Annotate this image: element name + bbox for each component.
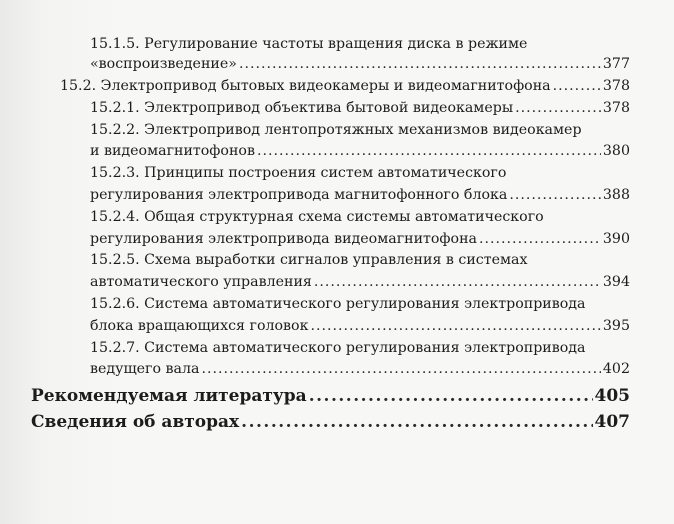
toc-entry-authors[interactable] — [31, 410, 630, 434]
leader-dots — [309, 384, 593, 408]
leader-dots — [239, 54, 601, 74]
toc-page-number: 378 — [602, 78, 630, 94]
leader-dots — [257, 141, 601, 161]
toc-page-number: 380 — [602, 143, 630, 159]
leader-dots — [553, 76, 601, 96]
toc-entry-15-2-7-line1: 15.2.7. Система автоматического регулирования электропривода — [90, 340, 586, 356]
toc-entry-label: 15.2.1. Электропривод объектива бытовой видеокамеры — [90, 100, 514, 116]
toc-entry-label: ведущего вала — [90, 361, 200, 377]
toc-entry-15-2[interactable] — [60, 76, 630, 96]
toc-entry-label: регулирования электропривода магнитофонного блока — [90, 187, 508, 203]
toc-page-number: 402 — [602, 361, 630, 377]
leader-dots — [314, 272, 601, 292]
toc-page-number: 390 — [602, 231, 630, 247]
toc-entry-label: 15.2. Электропривод бытовых видеокамеры и видеомагнитофона — [60, 78, 551, 94]
toc-page-number: 388 — [602, 187, 630, 203]
toc-entry-15-2-3[interactable] — [90, 185, 630, 205]
toc-entry-label: «воспроизведение» — [90, 56, 237, 72]
toc-entry-15-2-2-line1: 15.2.2. Электропривод лентопротяжных механизмов видеокамер — [90, 122, 582, 138]
toc-entry-label: регулирования электропривода видеомагнитофона — [90, 231, 477, 247]
toc-entry-15-1-5[interactable] — [90, 54, 630, 74]
toc-entry-label: Сведения об авторах — [31, 412, 240, 432]
toc-page-number: 395 — [602, 318, 630, 334]
toc-page-number: 405 — [594, 386, 630, 406]
toc-entry-label: автоматического управления — [90, 274, 312, 290]
toc-entry-15-2-7[interactable] — [90, 359, 630, 379]
toc-entry-label: блока вращающихся головок — [90, 318, 309, 334]
leader-dots — [310, 316, 600, 336]
toc-entry-label: и видеомагнитофонов — [90, 143, 255, 159]
toc-page-number: 377 — [602, 56, 630, 72]
toc-entry-15-2-5-line1: 15.2.5. Схема выработки сигналов управления в системах — [90, 252, 528, 268]
toc-entry-15-2-2[interactable] — [90, 141, 630, 161]
leader-dots — [515, 98, 601, 118]
toc-entry-15-2-4-line1: 15.2.4. Общая структурная схема системы автоматического — [90, 209, 544, 225]
leader-dots — [479, 229, 601, 249]
leader-dots — [241, 410, 592, 434]
toc-page-number: 407 — [594, 412, 630, 432]
toc-entry-15-2-1[interactable] — [90, 98, 630, 118]
toc-entry-15-2-4[interactable] — [90, 229, 630, 249]
leader-dots — [509, 185, 601, 205]
toc-entry-label: Рекомендуемая литература — [31, 386, 307, 406]
toc-entry-15-2-3-line1: 15.2.3. Принципы построения систем автоматического — [90, 165, 507, 181]
toc-entry-15-1-5-line1: 15.1.5. Регулирование частоты вращения диска в режиме — [90, 36, 528, 52]
toc-entry-15-2-5[interactable] — [90, 272, 630, 292]
toc-page-number: 394 — [602, 274, 630, 290]
toc-page-number: 378 — [602, 100, 630, 116]
toc-entry-references[interactable] — [31, 384, 630, 408]
leader-dots — [201, 359, 600, 379]
toc-entry-15-2-6-line1: 15.2.6. Система автоматического регулирования электропривода — [90, 296, 586, 312]
toc-entry-15-2-6[interactable] — [90, 316, 630, 336]
